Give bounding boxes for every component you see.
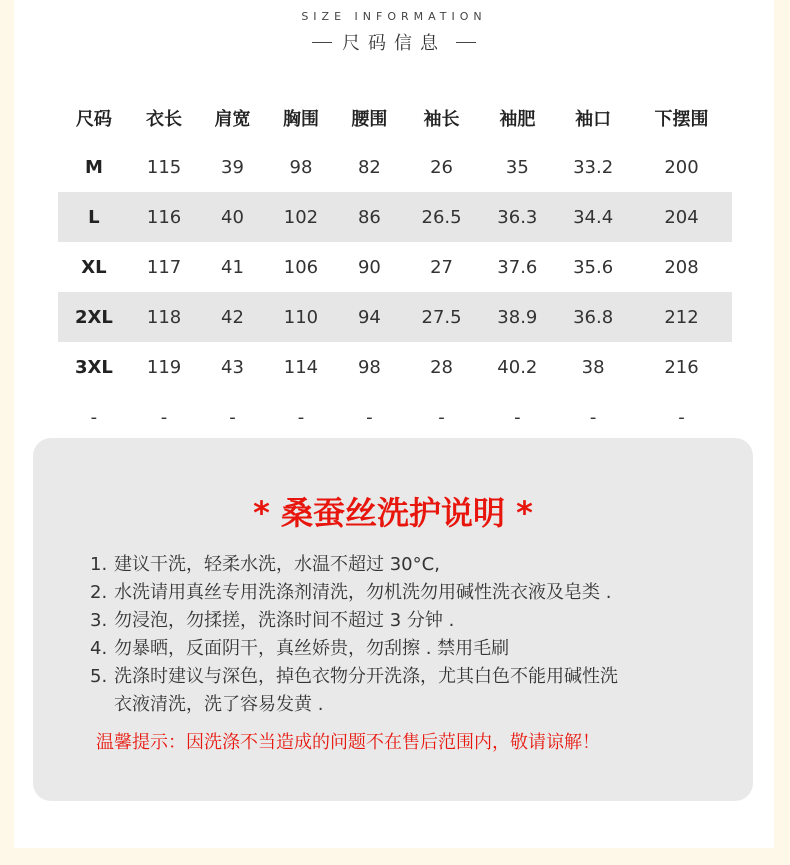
item-number: 1. — [90, 554, 108, 575]
table-cell: 27 — [430, 256, 453, 278]
table-cell: 98 — [289, 156, 313, 178]
table-cell: 118 — [130, 292, 198, 342]
care-list — [90, 551, 618, 719]
item-number: 5. — [90, 666, 108, 687]
list-item — [90, 635, 618, 663]
size-table — [58, 94, 732, 442]
size-label: XL — [81, 256, 107, 278]
size-info-en-title: SIZE INFORMATION — [301, 10, 487, 23]
table-cell: - — [90, 406, 98, 428]
table-cell: - — [589, 406, 597, 428]
list-item — [90, 579, 618, 607]
item-text: 勿暴晒，反面阴干，真丝娇贵，勿刮擦 . 禁用毛刷 — [114, 638, 510, 659]
table-cell: 114 — [283, 356, 319, 378]
table-cell: 40.2 — [497, 356, 538, 378]
col-header: 腰围 — [351, 109, 388, 130]
table-row — [58, 192, 732, 242]
table-cell: 27.5 — [404, 292, 480, 342]
right-dash-divider — [456, 42, 476, 43]
table-cell: 90 — [357, 256, 381, 278]
list-item — [90, 551, 618, 579]
table-cell: - — [366, 406, 373, 428]
table-cell: 37.6 — [497, 256, 538, 278]
item-number: 3. — [90, 610, 108, 631]
table-row — [58, 242, 732, 292]
section-header — [14, 10, 774, 55]
item-text: 水洗请用真丝专用洗涤剂清洗，勿机洗勿用碱性洗衣液及皂类 . — [114, 582, 612, 603]
table-cell: 110 — [267, 292, 335, 342]
col-header: 下摆围 — [654, 109, 709, 130]
list-item — [90, 607, 618, 635]
table-cell: 42 — [198, 292, 266, 342]
col-header: 尺码 — [75, 109, 112, 130]
item-text: 建议干洗，轻柔水洗，水温不超过 30°C, — [114, 554, 440, 575]
product-detail-page — [14, 0, 774, 848]
table-cell: 33.2 — [573, 156, 614, 178]
table-row — [58, 392, 732, 442]
table-cell: 212 — [631, 292, 732, 342]
table-cell: 204 — [631, 192, 732, 242]
table-cell: - — [160, 406, 168, 428]
col-header: 衣长 — [146, 109, 183, 130]
col-header: 袖肥 — [499, 109, 536, 130]
table-cell: 39 — [221, 156, 244, 178]
table-cell: - — [678, 406, 685, 428]
table-cell: 43 — [221, 356, 244, 378]
table-cell: 28 — [430, 356, 453, 378]
table-cell: 38 — [581, 356, 605, 378]
table-cell: 208 — [664, 256, 699, 278]
item-text: 勿浸泡，勿揉搓，洗涤时间不超过 3 分钟 . — [114, 610, 455, 631]
table-row — [58, 292, 732, 342]
table-cell: 117 — [146, 256, 182, 278]
table-row — [58, 342, 732, 392]
size-info-cn-title: 尺码信息 — [342, 33, 446, 54]
size-label: 3XL — [74, 356, 113, 378]
col-header: 袖口 — [575, 109, 612, 130]
table-cell: 35.6 — [573, 256, 614, 278]
item-number: 4. — [90, 638, 108, 659]
table-cell: 98 — [357, 356, 381, 378]
list-item-continuation — [90, 691, 618, 719]
table-cell: 41 — [221, 256, 244, 278]
table-cell: 34.4 — [555, 192, 631, 242]
table-cell: 36.3 — [479, 192, 555, 242]
size-label: M — [84, 156, 103, 178]
table-cell: 102 — [267, 192, 335, 242]
size-info-cn-row — [14, 29, 774, 55]
table-cell: 115 — [146, 156, 182, 178]
item-text: 衣液清洗，洗了容易发黄 . — [114, 694, 324, 715]
size-table-header-row — [58, 94, 732, 142]
table-cell: 86 — [335, 192, 403, 242]
size-label: 2XL — [58, 292, 130, 342]
col-header: 袖长 — [423, 109, 460, 130]
table-cell: - — [514, 406, 521, 428]
table-cell: 116 — [130, 192, 198, 242]
col-header: 胸围 — [282, 109, 319, 130]
table-cell: 94 — [335, 292, 403, 342]
table-cell: 38.9 — [479, 292, 555, 342]
item-text: 洗涤时建议与深色，掉色衣物分开洗涤，尤其白色不能用碱性洗 — [114, 666, 618, 687]
table-cell: 26 — [430, 156, 453, 178]
table-cell: 35 — [505, 156, 529, 178]
table-cell: 82 — [357, 156, 381, 178]
table-cell: 36.8 — [555, 292, 631, 342]
size-label: L — [58, 192, 130, 242]
table-cell: - — [297, 406, 305, 428]
table-cell: 26.5 — [404, 192, 480, 242]
table-cell: - — [438, 406, 445, 428]
item-number: 2. — [90, 582, 108, 603]
col-header: 肩宽 — [214, 109, 251, 130]
list-item — [90, 663, 618, 691]
table-row — [58, 142, 732, 192]
table-cell: 106 — [283, 256, 319, 278]
table-cell: 40 — [198, 192, 266, 242]
care-title: * 桑蚕丝洗护说明 * — [253, 494, 533, 532]
warning-notice: 温馨提示：因洗涤不当造成的问题不在售后范围内，敬请谅解！ — [96, 732, 600, 753]
care-instructions-panel — [33, 438, 753, 801]
left-dash-divider — [312, 42, 332, 43]
table-cell: 119 — [146, 356, 182, 378]
table-cell: - — [229, 406, 236, 428]
table-cell: 200 — [664, 156, 699, 178]
table-cell: 216 — [664, 356, 699, 378]
